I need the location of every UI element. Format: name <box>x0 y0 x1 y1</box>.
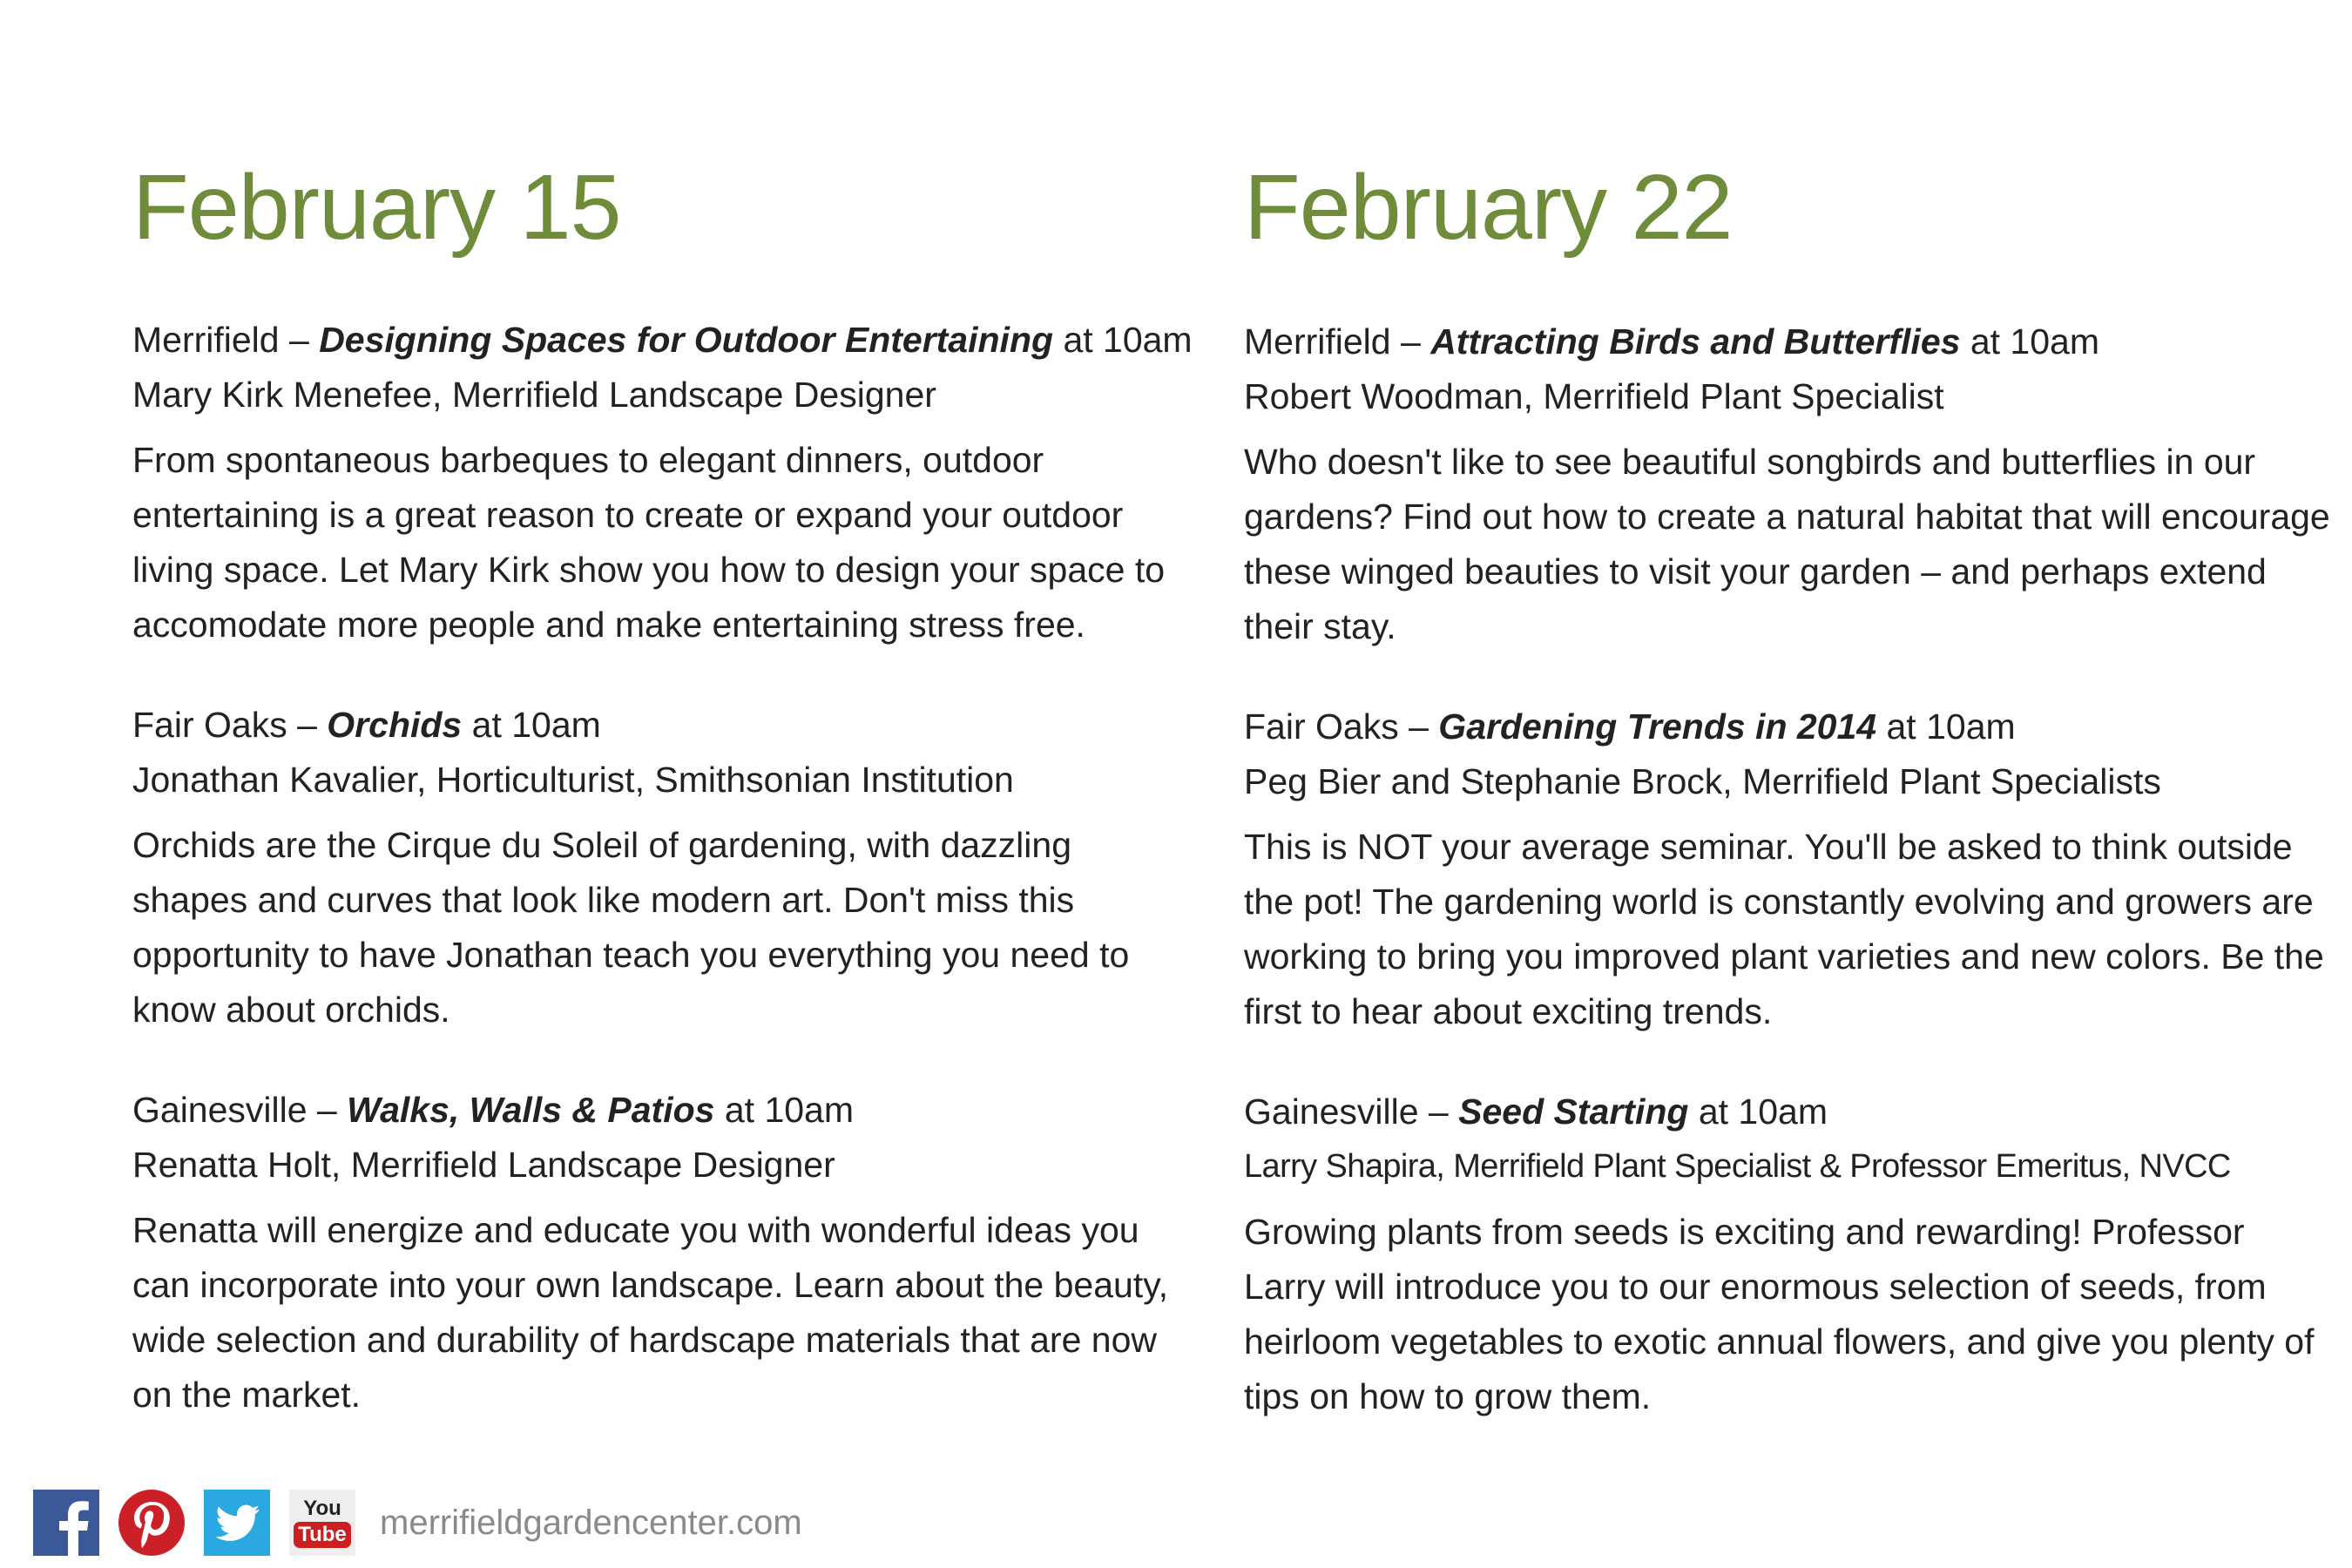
event-title: Designing Spaces for Outdoor Entertaining <box>319 320 1054 360</box>
column-february-15 <box>132 156 1193 1468</box>
twitter-link[interactable] <box>204 1490 270 1556</box>
event-headline <box>1244 314 2333 369</box>
event-location: Merrifield – <box>1244 321 1421 362</box>
pinterest-icon <box>118 1490 185 1556</box>
youtube-you-text: You <box>303 1496 341 1520</box>
event-time: at 10am <box>1886 706 2016 747</box>
event-location: Gainesville – <box>132 1090 337 1130</box>
event-location: Merrifield – <box>132 320 309 360</box>
twitter-icon <box>204 1490 270 1556</box>
column-february-22 <box>1244 156 2333 1470</box>
event-headline <box>132 313 1193 368</box>
event-location: Gainesville – <box>1244 1092 1449 1132</box>
youtube-icon <box>294 1498 351 1548</box>
pinterest-link[interactable] <box>118 1490 185 1556</box>
event-headline <box>132 698 1178 753</box>
event-description: From spontaneous barbeques to elegant dinners, outdoor entertaining is a great reason to create or expand your outdoor living space. Let Mary Kirk show you how to design your space to accomodate more people and make entertaining stress free. <box>132 440 1166 645</box>
event-headline <box>1244 1085 2333 1139</box>
event-description: Renatta will energize and educate you with wonderful ideas you can incorporate into your own landscape. Learn about the beauty, wide selection and durability of hardscape materials that are now on the market. <box>132 1210 1169 1415</box>
event-description: Orchids are the Cirque du Soleil of gardening, with dazzling shapes and curves that look like modern art. Don't miss this opportunity to have Jonathan teach you everything you need to know about orchids. <box>132 825 1130 1030</box>
event-location: Fair Oaks – <box>1244 706 1429 747</box>
event-time: at 10am <box>724 1090 855 1130</box>
footer <box>33 1490 802 1556</box>
event-presenter: Peg Bier and Stephanie Brock, Merrifield Plant Specialists <box>1244 761 2161 801</box>
event-time: at 10am <box>1698 1092 1828 1132</box>
event-headline <box>132 1083 1178 1138</box>
event-presenter: Renatta Holt, Merrifield Landscape Designer <box>132 1145 835 1185</box>
youtube-tube-text: Tube <box>294 1522 351 1548</box>
event-presenter: Mary Kirk Menefee, Merrifield Landscape Designer <box>132 375 936 415</box>
date-heading: February 22 <box>1244 156 1733 259</box>
event-title: Orchids <box>327 705 463 745</box>
event-description: Who doesn't like to see beautiful songbirds and butterflies in our gardens? Find out how to create a natural habitat that will encourage these winged beauties to visit your garden – and perhaps extend their stay. <box>1244 442 2330 646</box>
date-heading: February 15 <box>132 156 621 259</box>
event-presenter: Jonathan Kavalier, Horticulturist, Smithsonian Institution <box>132 760 1014 800</box>
event-fair-oaks <box>132 698 1178 1037</box>
event-gainesville <box>1244 1085 2333 1424</box>
event-fair-oaks <box>1244 700 2333 1039</box>
facebook-icon <box>33 1490 99 1556</box>
website-link[interactable]: merrifieldgardencenter.com <box>380 1503 802 1542</box>
youtube-link[interactable] <box>289 1490 355 1556</box>
event-merrifield <box>1244 314 2333 654</box>
facebook-link[interactable] <box>33 1490 99 1556</box>
event-location: Fair Oaks – <box>132 705 317 745</box>
event-title: Seed Starting <box>1458 1092 1689 1132</box>
event-presenter: Robert Woodman, Merrifield Plant Specialist <box>1244 376 1944 416</box>
event-description: This is NOT your average seminar. You'll be asked to think outside the pot! The gardening world is constantly evolving and growers are working to bring you improved plant varieties and new colors. Be the first to hear about exciting trends. <box>1244 827 2324 1031</box>
event-title: Attracting Birds and Butterflies <box>1430 321 1961 362</box>
event-time: at 10am <box>1970 321 2099 362</box>
event-presenter: Larry Shapira, Merrifield Plant Specialist & Professor Emeritus, NVCC <box>1244 1148 2231 1185</box>
event-title: Gardening Trends in 2014 <box>1438 706 1877 747</box>
event-gainesville <box>132 1083 1178 1423</box>
event-time: at 10am <box>1063 320 1193 360</box>
event-description: Growing plants from seeds is exciting and rewarding! Professor Larry will introduce you to our enormous selection of seeds, from heirloom vegetables to exotic annual flowers, and give you plenty of tips on how to grow them. <box>1244 1212 2315 1416</box>
event-title: Walks, Walls & Patios <box>347 1090 715 1130</box>
event-time: at 10am <box>471 705 601 745</box>
event-merrifield <box>132 313 1193 652</box>
event-headline <box>1244 700 2333 754</box>
